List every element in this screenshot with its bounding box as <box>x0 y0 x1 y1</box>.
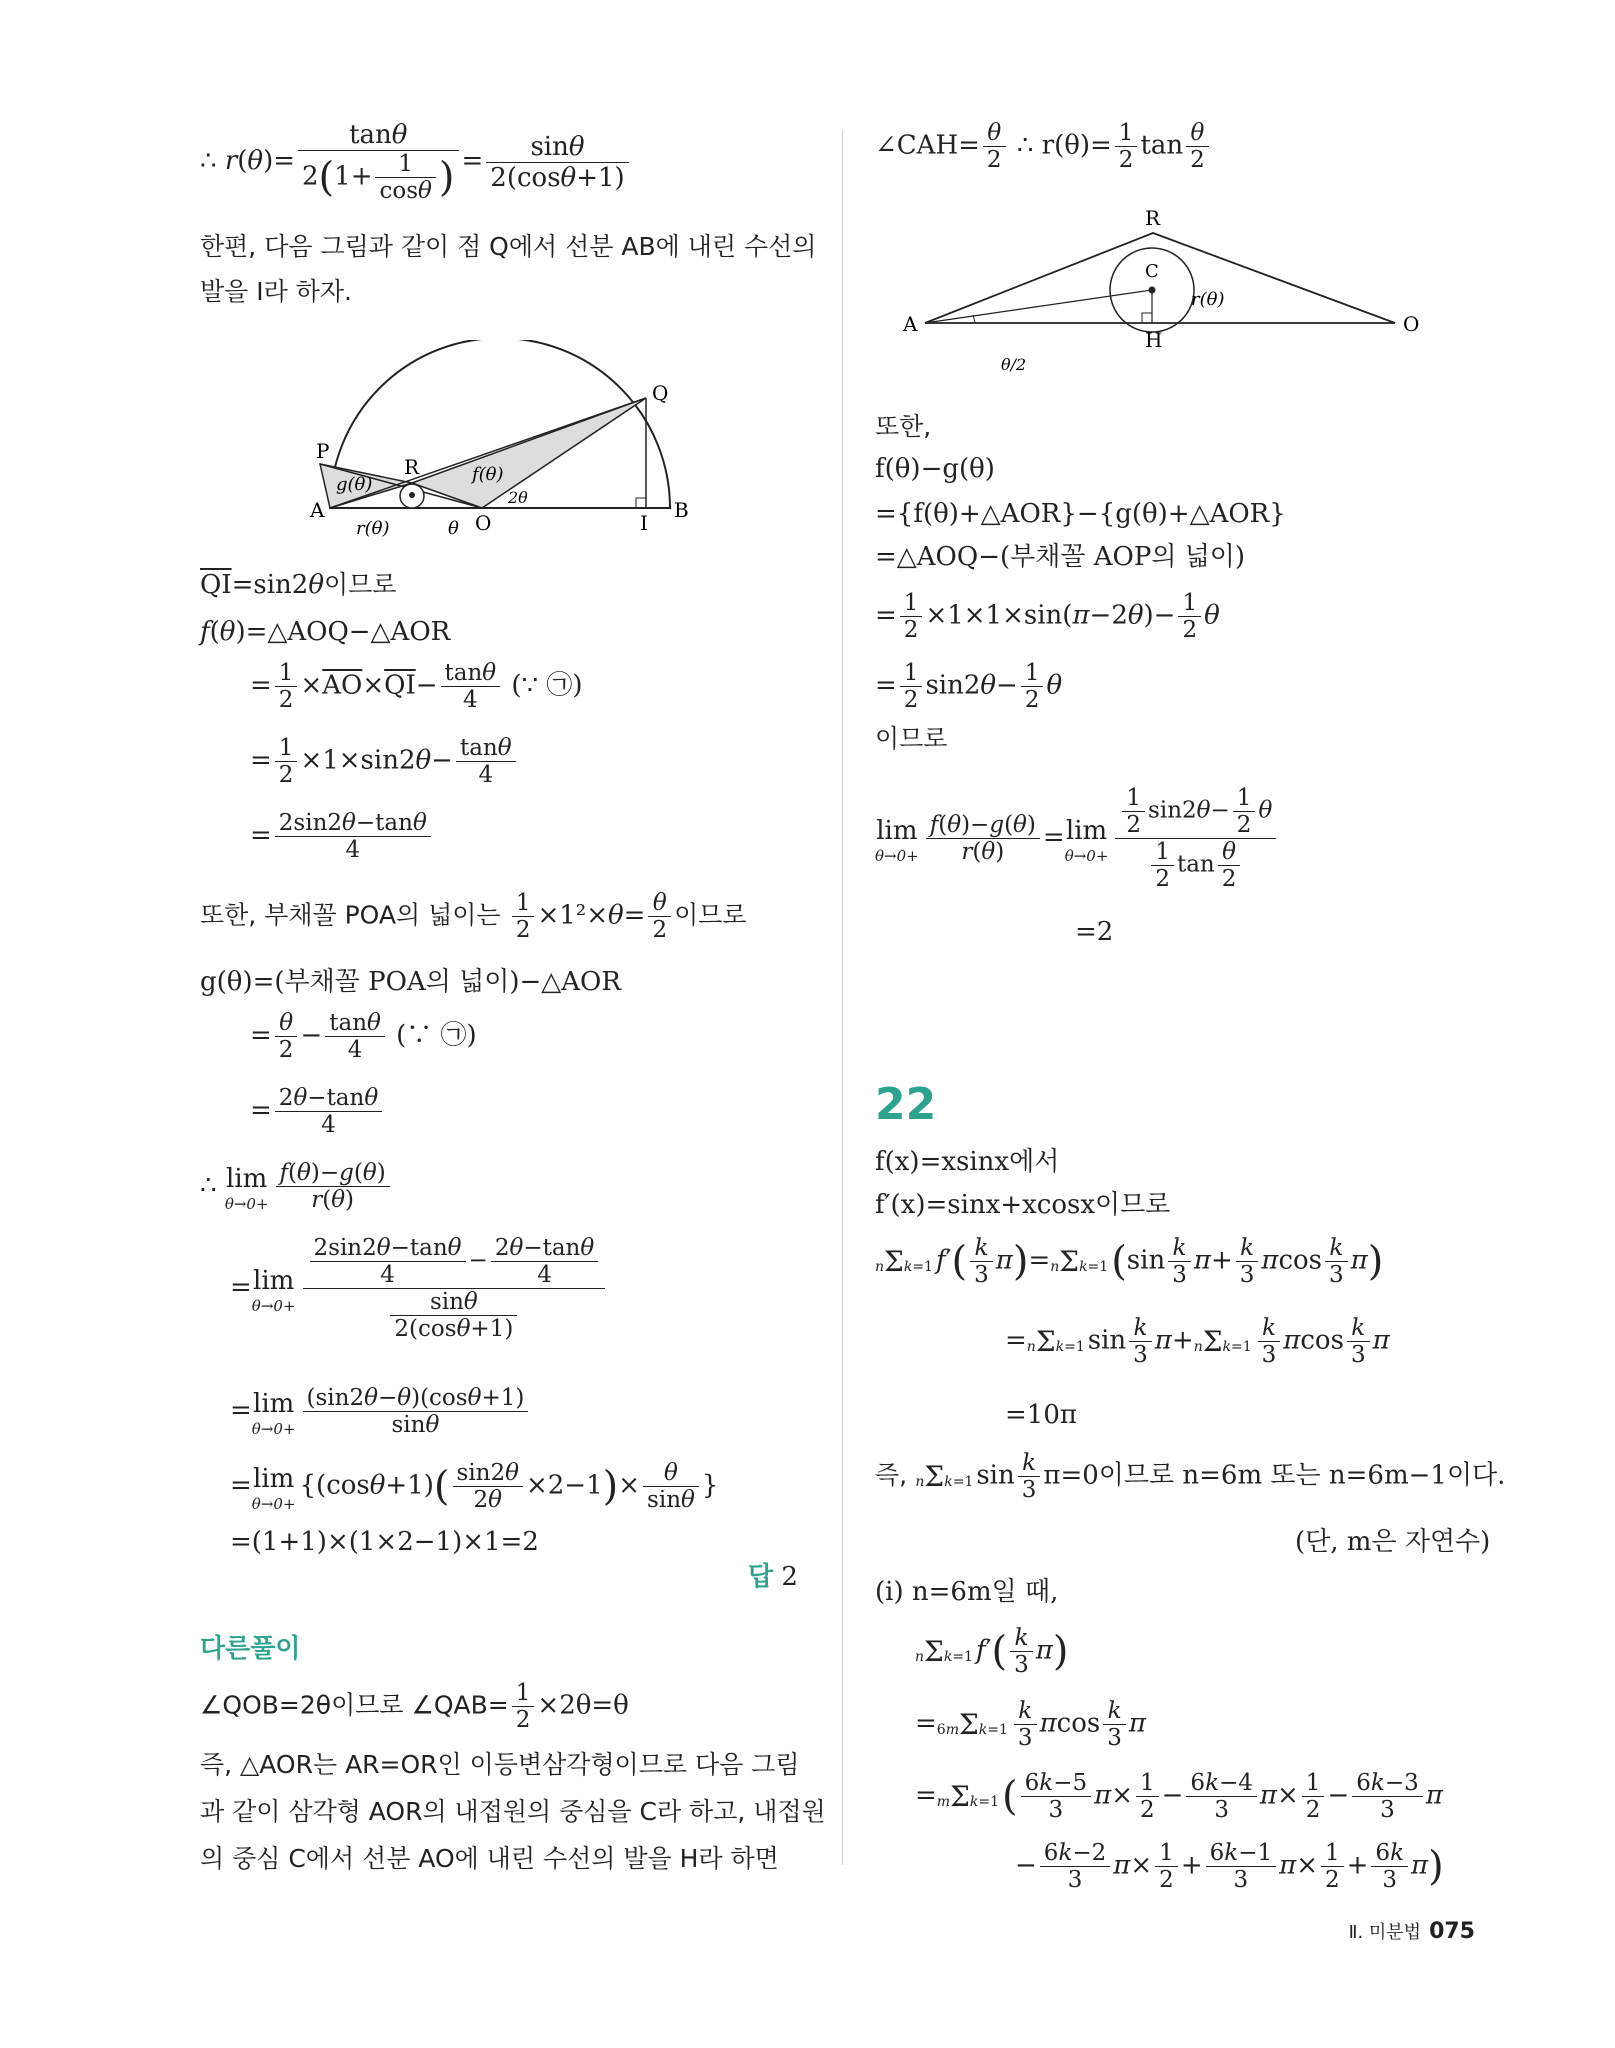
case-1-step-2: =mΣk=1( $\frac{6k-5}{3}$ π× $\frac{1}{2}$ − $\frac{6k-4}{3}$ π× $\frac{1}{2}$ − $\frac{6k-3}{3}$ π <box>915 1770 1443 1823</box>
right-limit-result: =2 <box>1075 917 1114 947</box>
fig2-label-R: R <box>1145 206 1161 230</box>
limit-step-3: = lim θ→0+ {(cosθ+1)( $\frac{\sin 2\theta}{2\theta}$ ×2−1)× $\frac{\theta}{\sin\theta}$ } <box>230 1460 719 1513</box>
label-A: A <box>310 498 325 522</box>
label-2theta: 2θ <box>508 488 528 507</box>
r-theta-formula: ∴ r(θ)= tanθ 2(1+ $\frac{1}{\cos\theta}$ ) = $\frac{\sin\theta}{2(\cos\theta+1)}$ <box>200 120 632 204</box>
fig2-label-C: C <box>1145 261 1159 282</box>
f-step-1: = $\frac{1}{2}$ $\times\overline{AO}\times\overline{QI}-$ $\frac{\tan\theta}{4}$ (∵ ㉠) <box>250 660 583 713</box>
alt-line-1: ∠QOB=2θ이므로 ∠QAB= $\frac{1}{2}$ ×2θ=θ <box>200 1680 629 1733</box>
f-theta-def: f(θ)=△AOQ−△AOR <box>200 617 451 647</box>
right-limit: lim θ→0+ $\frac{f(\theta)-g(\theta)}{r(\theta)}$ = lim θ→0+ $\frac{1}{2}$ sin2θ− $\frac{1}{2}$ θ $\frac{1}{2}$ tan $\frac{\theta}{2}$ <box>875 785 1279 892</box>
case-1-step-1: =6mΣk=1 $\frac{k}{3}$ πcos $\frac{k}{3}$ π <box>915 1698 1146 1751</box>
p22-condition: (단, m은 자연수) <box>1295 1527 1491 1557</box>
case-1-step-3: − $\frac{6k-2}{3}$ π× $\frac{1}{2}$ + $\frac{6k-1}{3}$ π× $\frac{1}{2}$ + $\frac{6k}{3}$ π) <box>1015 1840 1444 1893</box>
sum-line-1: nΣk=1 f′( $\frac{k}{3}$ π)=nΣk=1(sin $\frac{k}{3}$ π+ $\frac{k}{3}$ πcos $\frac{k}{3}$ π) <box>875 1235 1384 1288</box>
label-g-theta: g(θ) <box>336 474 373 495</box>
fig2-label-O: O <box>1403 312 1420 336</box>
fig2-label-r: r(θ) <box>1191 289 1225 310</box>
qi-line: $\overline{QI}=\sin 2\theta$이므로 <box>200 570 397 600</box>
chapter-label: Ⅱ. 미분법 <box>1348 1922 1422 1943</box>
semicircle-figure <box>300 340 700 540</box>
label-B: B <box>674 498 689 522</box>
p22-line-2: f′(x)=sinx+xcosx이므로 <box>875 1190 1171 1220</box>
f-step-2: = $\frac{1}{2}$ ×1×sin2θ− $\frac{\tan\theta}{4}$ <box>250 735 519 788</box>
label-r-theta: r(θ) <box>356 518 390 539</box>
sum-result: =10π <box>1005 1400 1077 1430</box>
alt-solution-title: 다른풀이 <box>200 1634 301 1664</box>
label-f-theta: f(θ) <box>472 464 504 485</box>
sum-line-2: =nΣk=1 sin $\frac{k}{3}$ π+nΣk=1 $\frac{k}{3}$ πcos $\frac{k}{3}$ π <box>1005 1315 1390 1368</box>
fg-step-3: = $\frac{1}{2}$ ×1×1×sin(π−2θ)− $\frac{1}{2}$ θ <box>875 590 1220 643</box>
imeuro-label: 이므로 <box>875 724 948 753</box>
sector-area-line: 또한, 부채꼴 POA의 넓이는 $\frac{1}{2}$ ×1²×θ= $\frac{\theta}{2}$ 이므로 <box>200 890 747 943</box>
fg-step-1: ={f(θ)+△AOR}−{g(θ)+△AOR} <box>875 499 1286 529</box>
fg-step-4: = $\frac{1}{2}$ sin2θ− $\frac{1}{2}$ θ <box>875 660 1063 713</box>
limit-setup: ∴ lim θ→0+ $\frac{f(\theta)-g(\theta)}{r(\theta)}$ <box>200 1160 393 1213</box>
p22-line-1: f(x)=xsinx에서 <box>875 1147 1060 1177</box>
limit-step-2: = lim θ→0+ $\frac{(\sin 2\theta-\theta)(\cos\theta+1)}{\sin\theta}$ <box>230 1385 531 1438</box>
also-label: 또한, <box>875 412 932 441</box>
column-divider <box>842 130 843 1865</box>
answer: 답 2 <box>748 1562 798 1592</box>
alt-line-4: 의 중심 C에서 선분 AO에 내린 수선의 발을 H라 하면 <box>200 1844 779 1873</box>
g-def: g(θ)=(부채꼴 POA의 넓이)−△AOR <box>200 967 621 997</box>
label-Q: Q <box>652 381 669 405</box>
label-R: R <box>404 455 420 479</box>
fg-label: f(θ)−g(θ) <box>875 454 995 484</box>
limit-final: =(1+1)×(1×2−1)×1=2 <box>230 1527 539 1557</box>
fig2-label-A: A <box>903 312 918 336</box>
label-I: I <box>640 511 648 535</box>
incircle-figure <box>895 205 1435 385</box>
page-number: 075 <box>1429 1919 1475 1944</box>
problem-number: 22 <box>875 1079 937 1130</box>
g-step-2: = $\frac{2\theta-\tan\theta}{4}$ <box>250 1085 385 1138</box>
page-footer <box>1349 1918 1475 1944</box>
label-P: P <box>316 439 330 463</box>
intro-line-1: 한편, 다음 그림과 같이 점 Q에서 선분 AB에 내린 수선의 <box>200 232 817 261</box>
p22-line-3: 즉, nΣk=1 sin $\frac{k}{3}$ π=0이므로 n=6m 또는 n=6m−1이다. <box>875 1450 1506 1503</box>
fig2-label-half-theta: θ/2 <box>1001 355 1027 374</box>
fig2-label-H: H <box>1145 328 1163 352</box>
case-1-label: (i) n=6m일 때, <box>875 1577 1059 1607</box>
fg-step-2: =△AOQ−(부채꼴 AOP의 넓이) <box>875 542 1246 572</box>
f-step-3: = $\frac{2\sin 2\theta-\tan\theta}{4}$ <box>250 810 434 863</box>
g-step-1: = $\frac{\theta}{2}$ − $\frac{\tan\theta}{4}$ (∵ ㉠) <box>250 1010 477 1063</box>
label-O: O <box>475 511 492 535</box>
case-1-sum: nΣk=1 f′( $\frac{k}{3}$ π) <box>915 1625 1069 1678</box>
alt-line-2: 즉, △AOR는 AR=OR인 이등변삼각형이므로 다음 그림 <box>200 1750 800 1779</box>
alt-line-3: 과 같이 삼각형 AOR의 내접원의 중심을 C라 하고, 내접원 <box>200 1797 826 1826</box>
intro-line-2: 발을 I라 하자. <box>200 277 352 306</box>
cah-line: ∠CAH= $\frac{\theta}{2}$ ∴ r(θ)= $\frac{1}{2}$ tan $\frac{\theta}{2}$ <box>875 120 1212 173</box>
limit-step-1: = lim θ→0+ $\frac{2\sin 2\theta-\tan\theta}{4}$ − $\frac{2\theta-\tan\theta}{4}$ $\frac{\sin\theta}{2(\cos\theta+1)}$ <box>230 1235 608 1342</box>
label-theta: θ <box>448 518 459 539</box>
